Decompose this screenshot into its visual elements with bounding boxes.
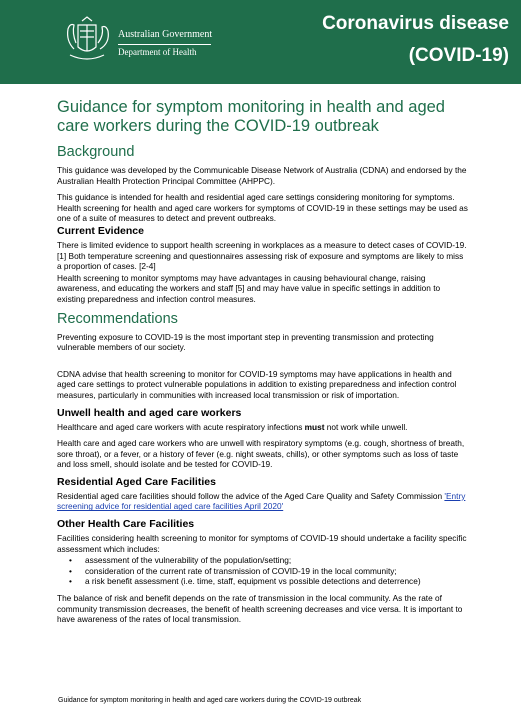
evidence-paragraph-1: There is limited evidence to support health screening in workplaces as a measure to detect cases of COVID-19. [1] Both temperature screening and questionnaires assessing risk of exposure and symptoms are likely to miss a proportion of cases. [2-4] [57, 239, 467, 272]
evidence-paragraph-2: Health screening to monitor symptoms may have advantages in causing behavioural change, raising awareness, and educating the workers and staff [5] and may have value in specific settings in addition to existing preparedness and infection control measures. [57, 272, 441, 304]
page-title: Guidance for symptom monitoring in health and aged care workers during the COVID-19 outbreak [57, 98, 445, 135]
header-title-line2: (COVID-19) [408, 45, 509, 66]
current-evidence-heading: Current Evidence [57, 224, 144, 237]
list-item: • a risk benefit assessment (i.e. time, staff, equipment vs possible detections and deterrence) [85, 576, 470, 587]
emphasis-must: must [304, 421, 325, 432]
assessment-list [57, 555, 470, 587]
recommendations-heading: Recommendations [57, 310, 178, 327]
coat-of-arms-icon [56, 15, 118, 67]
background-paragraph-1: This guidance was developed by the Communicable Disease Network of Australia (CDNA) and endorsed by the Australian Health Protection Principal Committee (AHPPC). [57, 165, 467, 186]
entry-screening-advice-link[interactable]: 'Entry screening advice for residential aged care facilities April 2020' [57, 490, 466, 512]
recommendations-paragraph-1: Preventing exposure to COVID-19 is the most important step in preventing transmission and protecting vulnerable members of our society. [57, 331, 434, 353]
unwell-paragraph-1: Healthcare and aged care workers with acute respiratory infections must not work while unwell. [57, 421, 408, 432]
header-title-line1: Coronavirus disease [322, 13, 509, 34]
gov-name: Australian Government [118, 29, 213, 40]
residential-paragraph: Residential aged care facilities should follow the advice of the Aged Care Quality and Safety Commission 'Entry screening advice for residential aged care facilities April 2020' [57, 490, 466, 512]
recommendations-paragraph-2: CDNA advise that health screening to monitor for COVID-19 symptoms may have applications in health and aged care settings to protect vulnerable populations in addition to existing preparedness and infection control measures, particularly in communities with increased local transmission or risk of importation. [57, 368, 457, 400]
background-paragraph-2: This guidance is intended for health and residential aged care settings considering monitoring for symptoms. Health screening for health and aged care workers for symptoms of COVID-19 in these settings may be used as one of a suite of measures to detect and prevent outbreaks. [57, 192, 468, 224]
department-name: Department of Health [118, 47, 197, 57]
unwell-workers-heading: Unwell health and aged care workers [57, 406, 242, 419]
gov-divider [118, 44, 211, 45]
list-item: • assessment of the vulnerability of the population/setting; [85, 555, 470, 566]
unwell-paragraph-2: Health care and aged care workers who are unwell with respiratory symptoms (e.g. cough, shortness of breath, sore throat), or a fever, or a history of fever (e.g. night sweats, chills), or other symptoms such as loss of taste and loss smell, should isolate and be tested for COVID-19. [57, 438, 465, 470]
background-heading: Background [57, 144, 135, 160]
document-body [57, 98, 470, 631]
page-footer: Guidance for symptom monitoring in health and aged care workers during the COVID-19 outbreak [58, 697, 362, 704]
other-health-care-heading: Other Health Care Facilities [57, 518, 195, 531]
other-paragraph-1: Facilities considering health screening to monitor for symptoms of COVID-19 should undertake a facility specific assessment which includes: [57, 533, 467, 554]
page-header [0, 0, 521, 84]
other-paragraph-2: The balance of risk and benefit depends on the rate of transmission in the local community. As the rate of community transmission decreases, the benefit of health screening decreases and vice versa. It is important to have awareness of the rates of local transmission. [57, 593, 463, 625]
list-item: • consideration of the current rate of transmission of COVID-19 in the local community; [85, 566, 470, 577]
residential-aged-care-heading: Residential Aged Care Facilities [57, 475, 216, 488]
